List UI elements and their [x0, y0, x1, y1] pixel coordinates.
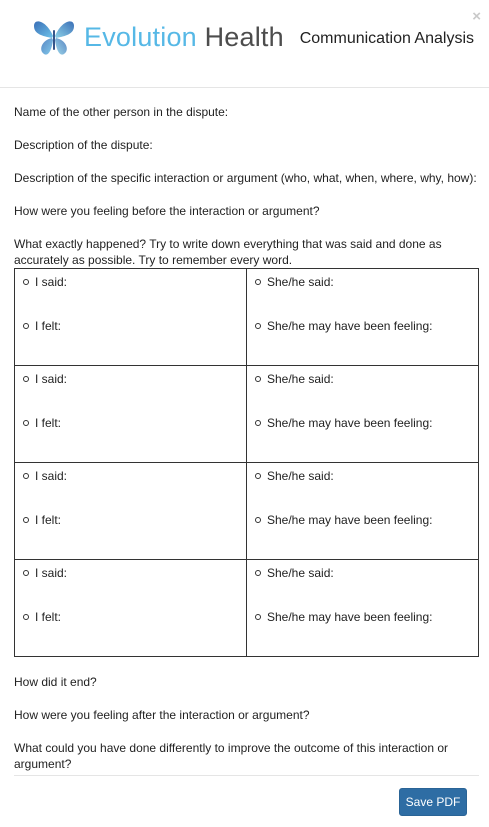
they-felt-label: She/he may have been feeling:: [255, 513, 478, 527]
question-other-person: Name of the other person in the dispute:: [14, 105, 229, 119]
logo-word-evolution: Evolution: [84, 22, 197, 52]
table-row: [15, 463, 479, 560]
form-body: [0, 104, 489, 772]
save-pdf-button[interactable]: Save PDF: [399, 788, 467, 816]
they-said-label: She/he said:: [255, 469, 478, 483]
i-felt-label: I felt:: [23, 319, 246, 333]
butterfly-icon: [32, 16, 76, 58]
close-icon[interactable]: ×: [472, 8, 481, 25]
their-side-cell: [247, 463, 479, 560]
my-side-cell: [15, 366, 247, 463]
i-said-label: I said:: [23, 372, 246, 386]
table-row: [15, 366, 479, 463]
they-said-label: She/he said:: [255, 566, 478, 580]
my-side-cell: [15, 463, 247, 560]
i-felt-label: I felt:: [23, 416, 246, 430]
my-side-cell: [15, 560, 247, 657]
modal-footer: [14, 775, 479, 809]
i-felt-label: I felt:: [23, 513, 246, 527]
page-title: Communication Analysis: [299, 30, 474, 47]
table-row: [15, 269, 479, 366]
my-side-cell: [15, 269, 247, 366]
their-side-cell: [247, 560, 479, 657]
i-said-label: I said:: [23, 275, 246, 289]
they-said-label: She/he said:: [255, 275, 478, 289]
they-felt-label: She/he may have been feeling:: [255, 610, 478, 624]
question-feeling-before: How were you feeling before the interaction or argument?: [14, 204, 320, 218]
their-side-cell: [247, 269, 479, 366]
dialogue-table: [14, 268, 479, 657]
question-interaction-description: Description of the specific interaction or argument (who, what, when, where, why, how):: [14, 171, 477, 185]
question-do-differently: What could you have done differently to improve the outcome of this interaction or argument?: [14, 741, 449, 771]
logo-word-health: Health: [204, 22, 284, 52]
question-how-it-ended: How did it end?: [14, 675, 97, 689]
question-feeling-after: How were you feeling after the interaction or argument?: [14, 708, 310, 722]
they-felt-label: She/he may have been feeling:: [255, 319, 478, 333]
their-side-cell: [247, 366, 479, 463]
they-felt-label: She/he may have been feeling:: [255, 416, 478, 430]
they-said-label: She/he said:: [255, 372, 478, 386]
modal-header: [0, 0, 489, 88]
evolution-health-logo: [32, 16, 284, 58]
i-said-label: I said:: [23, 566, 246, 580]
i-felt-label: I felt:: [23, 610, 246, 624]
question-what-happened: What exactly happened? Try to write down everything that was said and done as accurately as possible. Try to remember every word.: [14, 237, 442, 267]
table-row: [15, 560, 479, 657]
question-dispute-description: Description of the dispute:: [14, 138, 153, 152]
logo-wordmark: [84, 21, 284, 53]
i-said-label: I said:: [23, 469, 246, 483]
